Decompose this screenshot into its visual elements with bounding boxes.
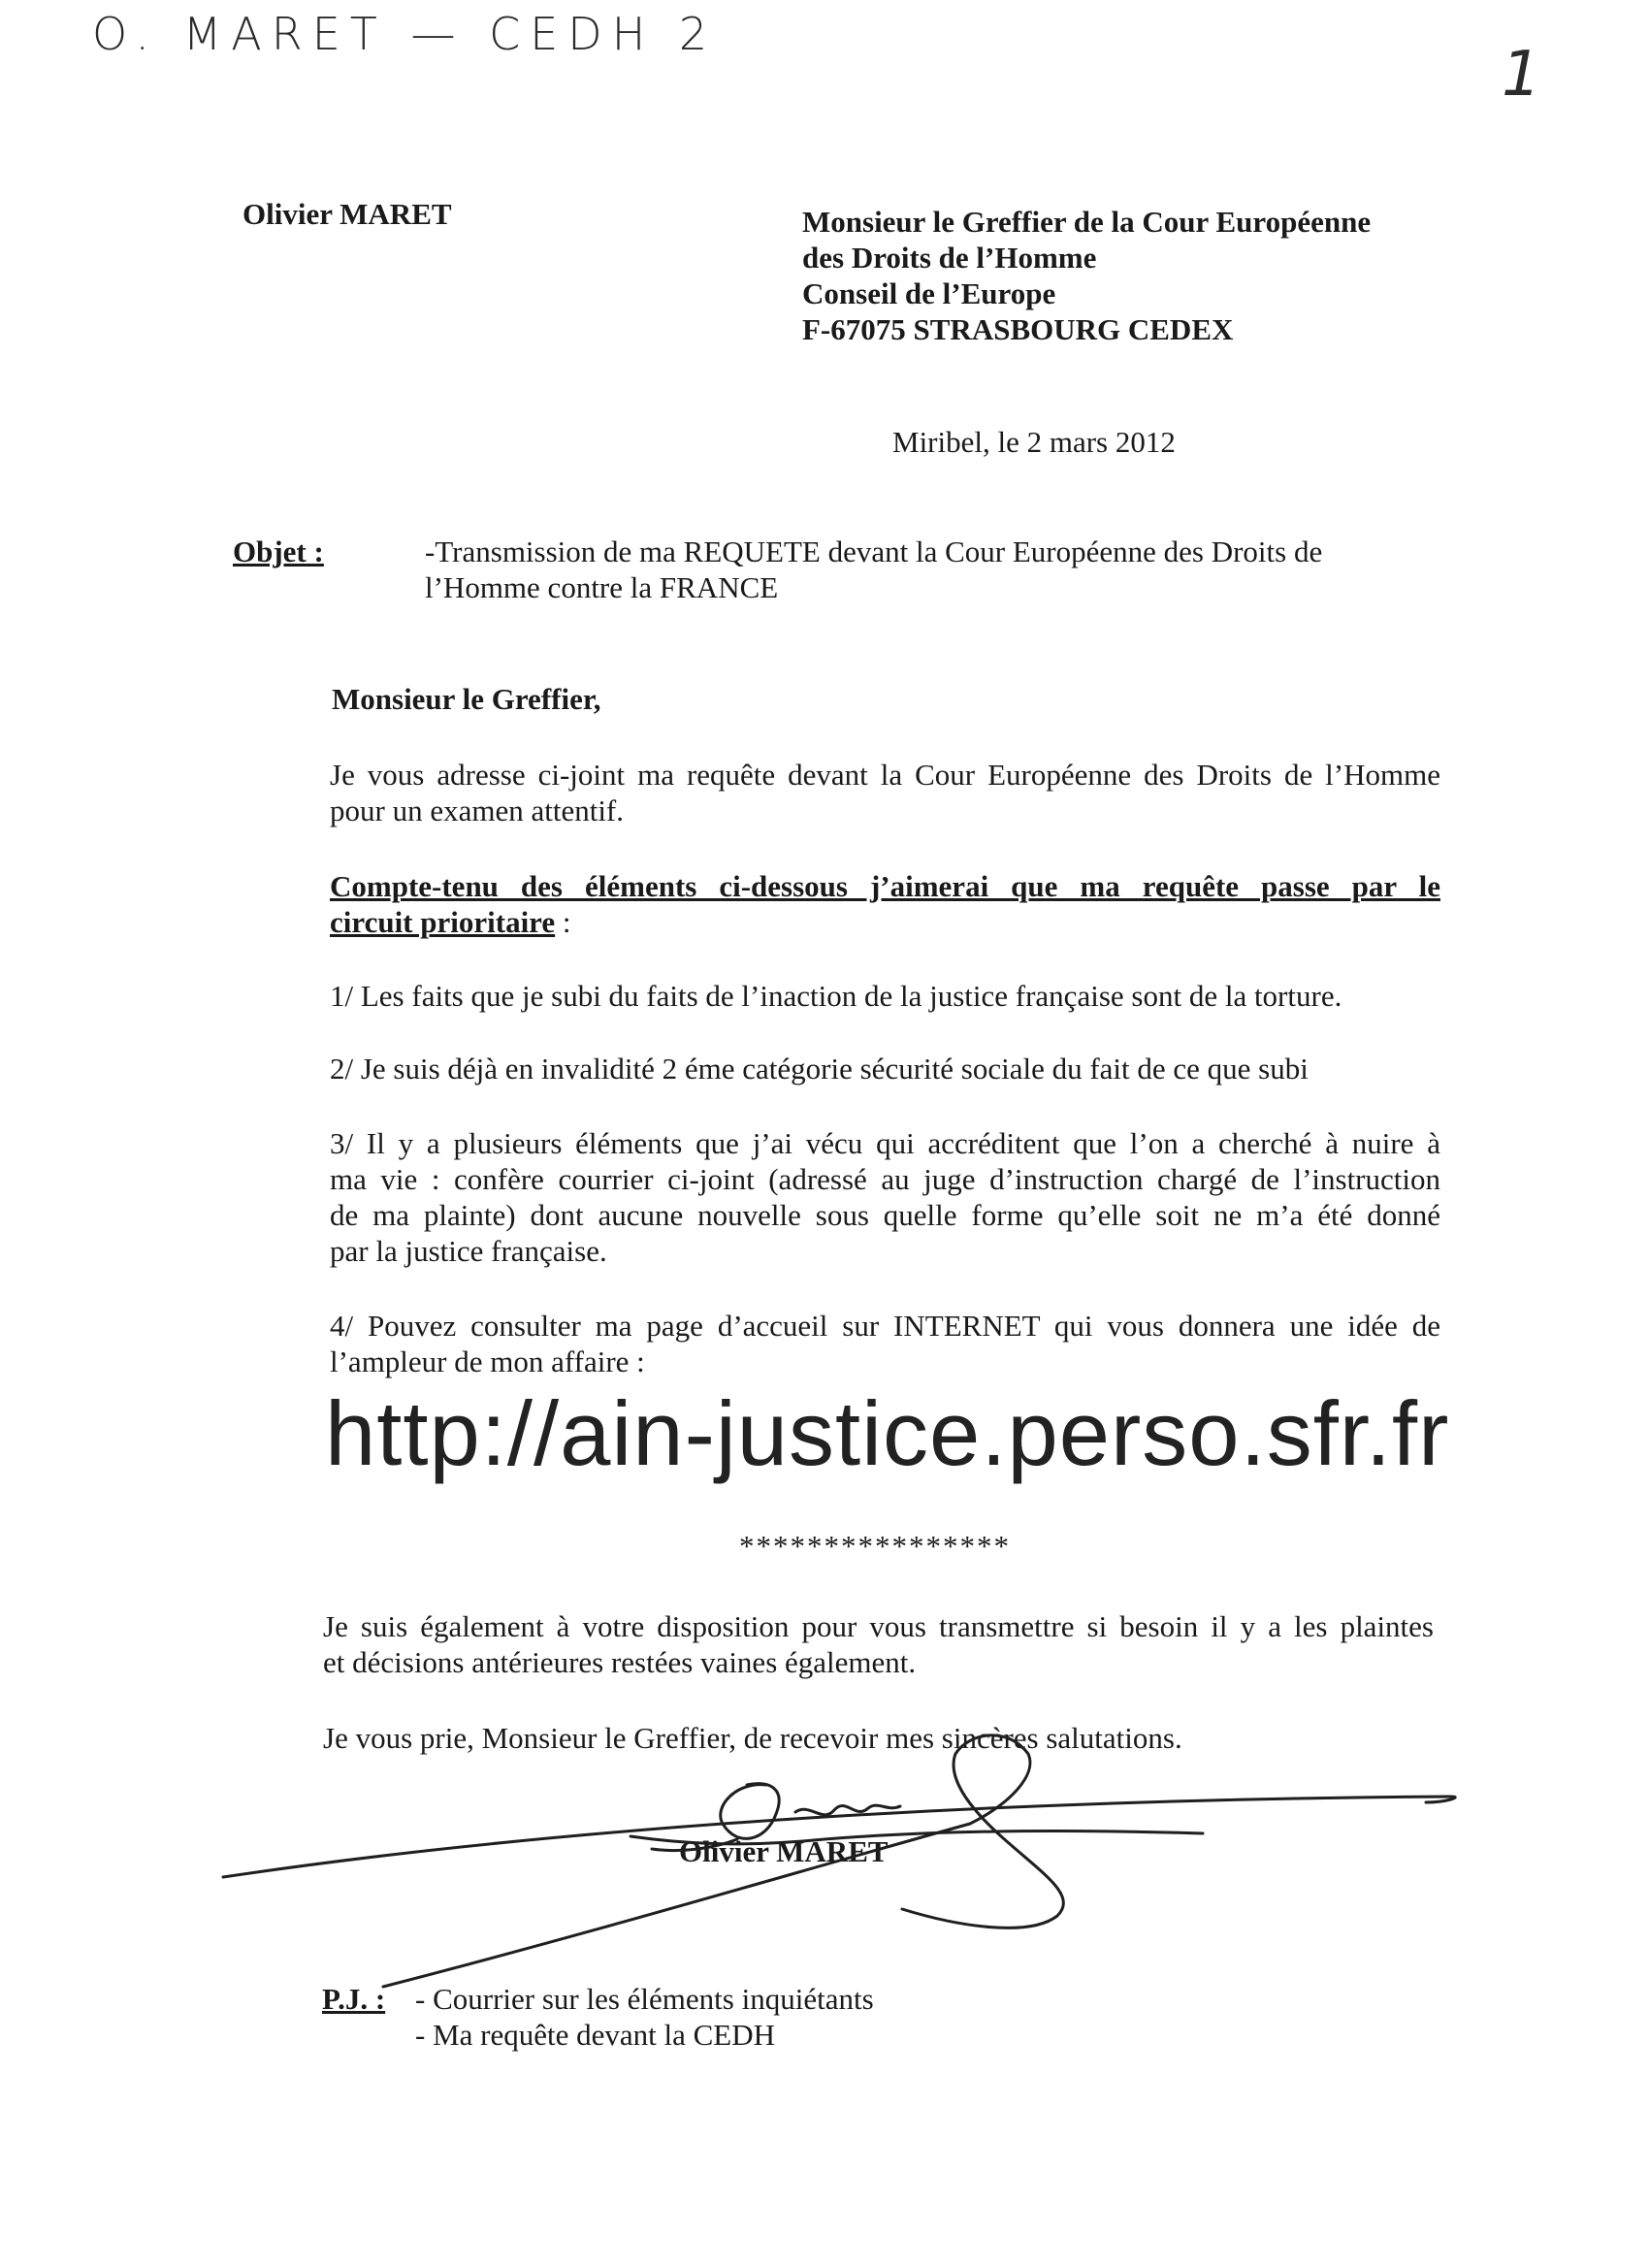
point-line: 4/ Pouvez consulter ma page d’accueil sur INTERNET qui vous donnera une idée de xyxy=(330,1309,1440,1343)
point-line: ma vie : confère courrier ci-joint (adressé au juge d’instruction chargé de l’instruction xyxy=(330,1162,1440,1196)
attachments-label: P.J. : xyxy=(322,1982,386,2016)
intro-line: Je vous adresse ci-joint ma requête devant la Cour Européenne des Droits de l’Homme xyxy=(330,758,1440,792)
availability-line: et décisions antérieures restées vaines également. xyxy=(323,1645,917,1679)
point-3 xyxy=(330,1125,1440,1269)
sender-name: Olivier MARET xyxy=(242,197,452,231)
object-text xyxy=(425,534,1375,605)
availability-line: Je suis également à votre disposition pour vous transmettre si besoin il y a les plaintes xyxy=(323,1609,1434,1643)
salutation: Monsieur le Greffier, xyxy=(332,682,601,716)
recipient-line: F-67075 STRASBOURG CEDEX xyxy=(802,312,1234,346)
page-number: 1 xyxy=(1502,39,1541,111)
attachments-list xyxy=(415,1981,874,2053)
signature-name: Olivier MARET xyxy=(679,1834,889,1868)
point-line: de ma plainte) dont aucune nouvelle sous quelle forme qu’elle soit ne m’a été donné xyxy=(330,1198,1440,1232)
priority-paragraph xyxy=(330,868,1440,940)
point-line: par la justice française. xyxy=(330,1234,607,1268)
object-line: -Transmission de ma REQUETE devant la Cour Européenne des Droits de xyxy=(425,535,1323,568)
point-line: 1/ Les faits que je subi du faits de l’inaction de la justice française sont de la torture. xyxy=(330,979,1342,1013)
priority-line: Compte-tenu des éléments ci-dessous j’aimerai que ma requête passe par le xyxy=(330,869,1440,903)
object-line: l’Homme contre la FRANCE xyxy=(425,570,779,604)
point-4 xyxy=(330,1308,1440,1379)
point-line: l’ampleur de mon affaire : xyxy=(330,1345,645,1378)
handwritten-reference: O. MARET — CEDH 2 xyxy=(92,8,718,60)
intro-paragraph xyxy=(330,757,1440,828)
recipient-line: Monsieur le Greffier de la Cour Européenne xyxy=(802,205,1372,239)
point-1 xyxy=(330,978,1440,1014)
signature-stroke xyxy=(721,1784,779,1839)
signature-stroke xyxy=(795,1805,900,1815)
point-line: 2/ Je suis déjà en invalidité 2 éme catégorie sécurité sociale du fait de ce que subi xyxy=(330,1052,1309,1085)
website-url: http://ain-justice.perso.sfr.fr xyxy=(325,1382,1450,1484)
recipient-line: Conseil de l’Europe xyxy=(802,276,1056,310)
letter-date: Miribel, le 2 mars 2012 xyxy=(892,425,1176,459)
point-2 xyxy=(330,1051,1440,1086)
recipient-line: des Droits de l’Homme xyxy=(802,241,1097,275)
intro-line: pour un examen attentif. xyxy=(330,794,625,827)
separator: **************** xyxy=(739,1529,1011,1563)
attachment-item: - Ma requête devant la CEDH xyxy=(415,2018,776,2052)
priority-emphasis: circuit prioritaire xyxy=(330,905,556,939)
recipient-address xyxy=(802,204,1371,347)
attachment-item: - Courrier sur les éléments inquiétants xyxy=(415,1982,874,2016)
priority-suffix: : xyxy=(555,905,571,939)
availability-paragraph xyxy=(323,1608,1434,1680)
object-label: Objet : xyxy=(233,535,324,568)
closing-line: Je vous prie, Monsieur le Greffier, de recevoir mes sincères salutations. xyxy=(323,1721,1182,1755)
point-line: 3/ Il y a plusieurs éléments que j’ai vécu qui accréditent que l’on a cherché à nuire à xyxy=(330,1126,1440,1160)
